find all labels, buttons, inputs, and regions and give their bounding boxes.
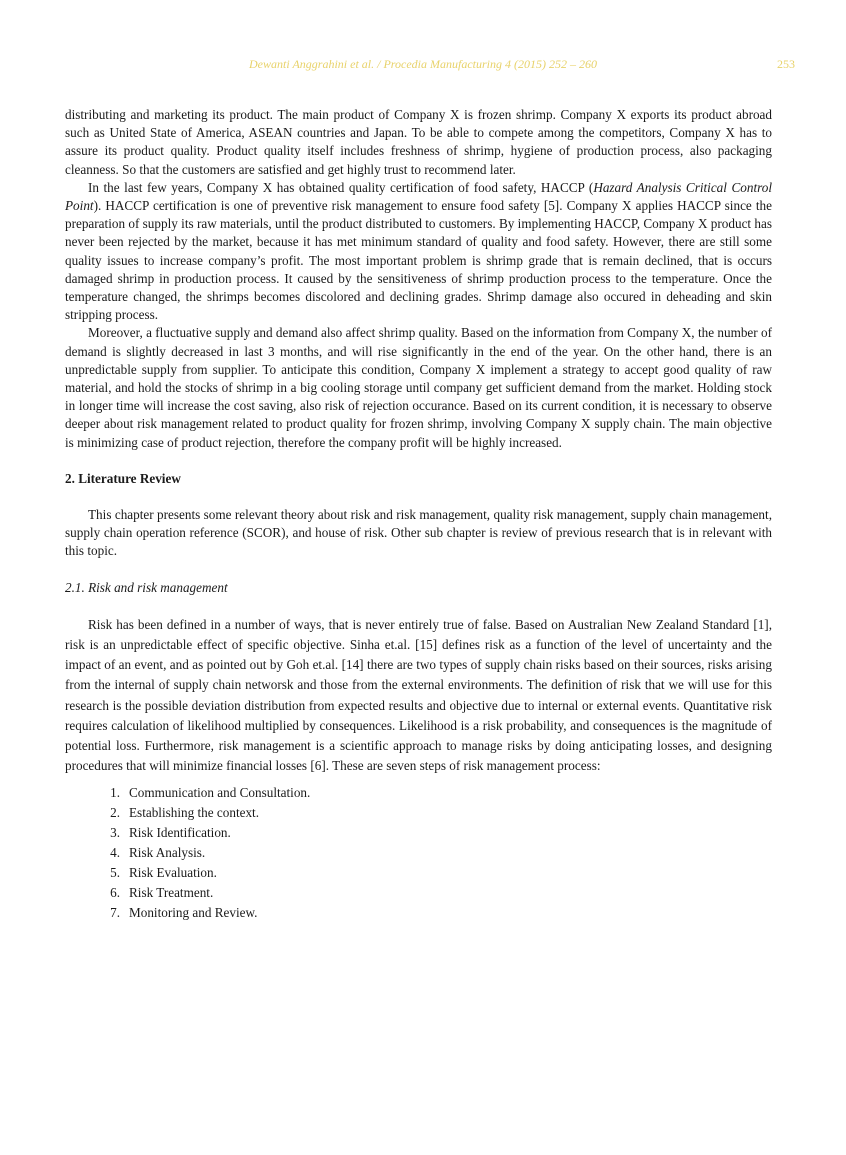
intro-paragraph-3: Moreover, a fluctuative supply and demand also affect shrimp quality. Based on the information from Company X, the number of demand is slightly decreased in last 3 months, and will rise significantly in the end of the year. On the other hand, there is an unpredictable supply from supplier. To anticipate this condition, Company X implement a strategy to accept good quality of raw material, and hold the stocks of shrimp in a big cooling storage until company get sufficient demand from the market. Holding stock in longer time will increase the cost saving, also risk of rejection occurance. Based on its current condition, it is necessary to observe deeper about risk management related to product quality for frozen shrimp, involving Company X supply chain. The main objective is minimizing case of product rejection, therefore the company profit will be highly increased. xyxy=(65,325,772,450)
intro-paragraph-2-start: In the last few years, Company X has obtained quality certification of food safety, HACCP ( xyxy=(88,179,594,195)
intro-paragraph-1: distributing and marketing its product. The main product of Company X is frozen shrimp. Company X exports its product abroad such as United State of America, ASEAN countries and Japan. To be able to compete among the competitors, Company X has to assure its product quality. Product quality itself includes freshness of shrimp, hygiene of production process, also packaging cleanness. So that the customers are satisfied and get highly trust to recommend later. xyxy=(65,107,772,177)
intro-paragraph-2-rest: ). HACCP certification is one of preventive risk management to ensure food safety [5]. Company X applies HACCP since the preparation of supply its raw materials, until the product distributed to customers. By implementing HACCP, Company X product has never been rejected by the market, because it has met minimum standard of quality and food safety. However, there are still some quality issues to increase company’s profit. The most important problem is shrimp grade that is remain declined, that is occurs damaged shrimp in production process. It caused by the sensitiveness of shrimp production process to the temperature. Once the temperature changed, the shrimps becomes discolored and declining grades. Shrimp damage also occured in deheading and skin stripping process. xyxy=(65,198,772,323)
page-number: 253 xyxy=(777,57,795,71)
article-body xyxy=(65,106,772,923)
risk-steps-list xyxy=(65,783,772,923)
list-item: 7. Monitoring and Review. xyxy=(110,904,258,920)
list-item: 5. Risk Evaluation. xyxy=(110,864,217,880)
literature-review-paragraph: This chapter presents some relevant theory about risk and risk management, quality risk management, supply chain management, supply chain operation reference (SCOR), and house of risk. Other sub chapter is review of previous research that is in relevant with this topic. xyxy=(65,507,772,559)
running-head: Dewanti Anggrahini et al. / Procedia Manufacturing 4 (2015) 252 – 260 xyxy=(249,57,597,71)
risk-paragraph: Risk has been defined in a number of ways, that is never entirely true of false. Based on Australian New Zealand Standard [1], risk is an unpredictable effect of specific objective. Sinha et.al. [15] defines risk as a function of the level of uncertainty and the impact of an event, and as pointed out by Goh et.al. [14] there are two types of supply chain risks based on their sources, risks arising from the internal of supply chain networsk and those from the external environments. The definition of risk that we will use for this research is the possible deviation distribution from expected results and objective due to internal or external events. Quantitative risk requires calculation of likelihood multiplied by consequences. Likelihood is a risk probability, and consequences is the magnitude of potential loss. Furthermore, risk management is a scientific approach to manage risks by doing anticipating losses, and designing procedures that will minimize financial losses [6]. These are seven steps of risk management process: xyxy=(65,616,772,774)
subsection-heading-risk: 2.1. Risk and risk management xyxy=(65,579,228,595)
section-heading-literature-review: 2. Literature Review xyxy=(65,470,181,486)
list-item: 6. Risk Treatment. xyxy=(110,884,214,900)
list-item: 2. Establishing the context. xyxy=(110,804,260,820)
list-item: 4. Risk Analysis. xyxy=(110,844,206,860)
list-item: 1. Communication and Consultation. xyxy=(110,784,311,800)
haccp-expansion: Hazard Analysis Critical Control Point xyxy=(65,179,773,214)
intro-paragraph-2 xyxy=(65,179,772,325)
page-header xyxy=(0,57,846,75)
list-item: 3. Risk Identification. xyxy=(110,824,231,840)
